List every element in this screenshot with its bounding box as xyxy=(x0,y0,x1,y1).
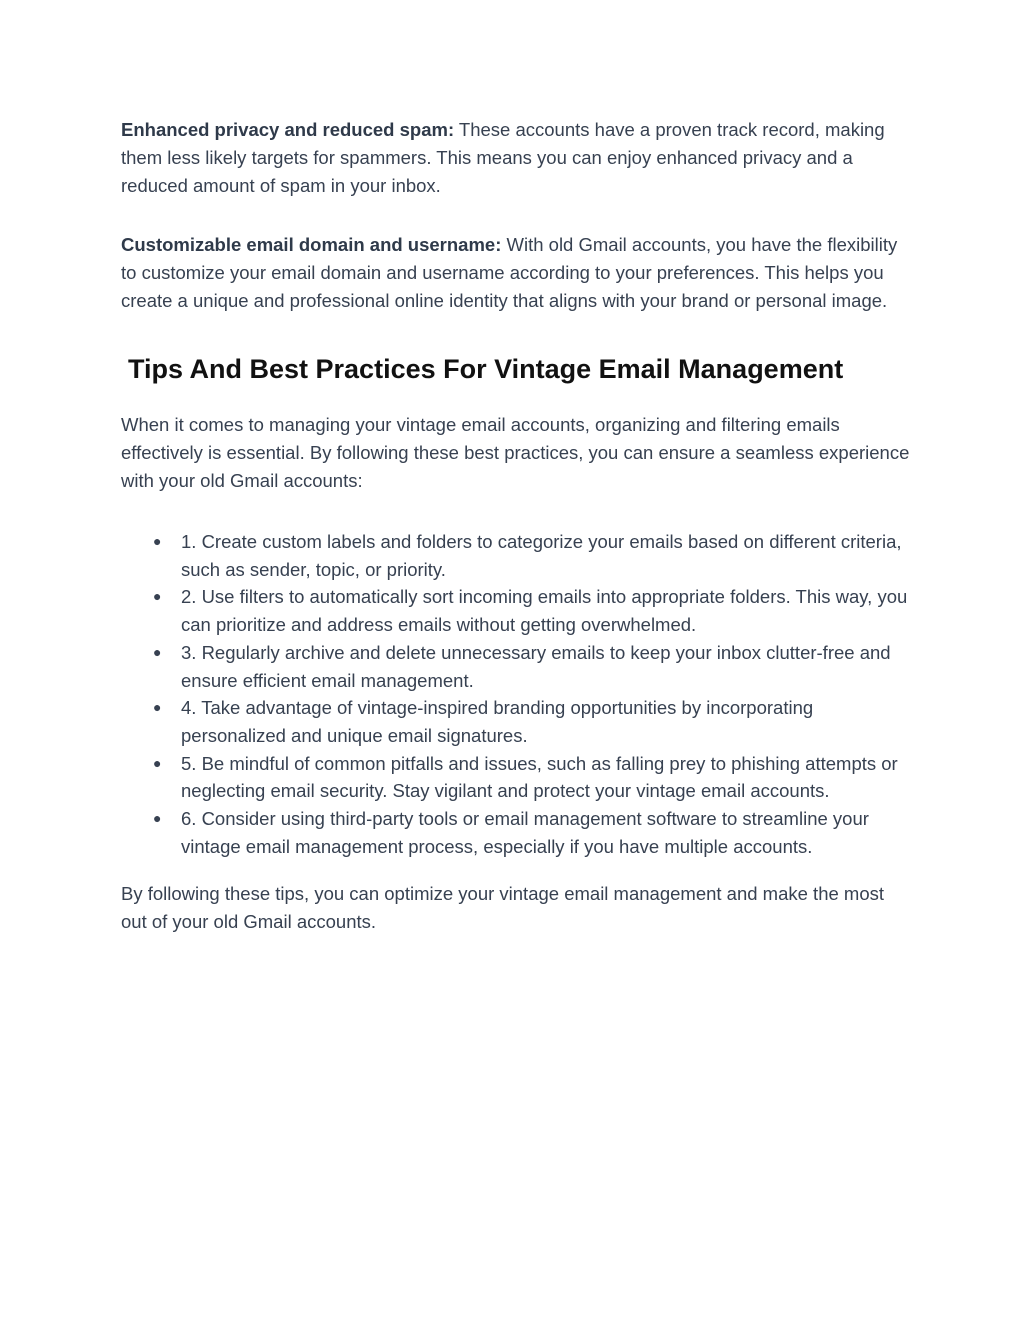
list-item xyxy=(153,750,911,805)
tips-list xyxy=(121,528,911,860)
benefit-paragraph-privacy xyxy=(121,116,911,200)
list-item xyxy=(153,694,911,749)
benefit-text-customizable: With old Gmail accounts, you have the flexibility to customize your email domain and username according to your preferences. This helps you create a unique and professional online identity that aligns with your brand or personal image. xyxy=(121,234,898,311)
benefit-lead-privacy: Enhanced privacy and reduced spam: xyxy=(121,119,455,140)
bullet-icon: ● xyxy=(153,533,162,549)
tip-text: 6. Consider using third-party tools or email management software to streamline your vintage email management process, especially if you have multiple accounts. xyxy=(181,808,869,857)
list-item xyxy=(153,639,911,694)
list-item xyxy=(153,528,911,583)
bullet-icon: ● xyxy=(153,699,162,716)
bullet-icon: ● xyxy=(153,754,162,771)
benefit-paragraph-customizable xyxy=(121,231,911,315)
section-intro: When it comes to managing your vintage email accounts, organizing and filtering emails effectively is essential. By following these best practices, you can ensure a seamless experience with your old Gmail accounts: xyxy=(121,414,910,491)
list-item xyxy=(153,805,911,860)
benefit-lead-customizable: Customizable email domain and username: xyxy=(121,234,502,255)
benefit-text-privacy: These accounts have a proven track record, making them less likely targets for spammers. This means you can enjoy enhanced privacy and a reduced amount of spam in your inbox. xyxy=(121,119,885,196)
tip-text: 1. Create custom labels and folders to categorize your emails based on different criteria, such as sender, topic, or priority. xyxy=(181,531,902,580)
closing-paragraph: By following these tips, you can optimize your vintage email management and make the most out of your old Gmail accounts. xyxy=(121,883,885,933)
bullet-icon: ● xyxy=(153,810,162,827)
section-heading: Tips And Best Practices For Vintage Email Management xyxy=(128,354,844,384)
list-item xyxy=(153,583,911,638)
tip-text: 3. Regularly archive and delete unnecessary emails to keep your inbox clutter-free and ensure efficient email management. xyxy=(181,641,891,691)
document-page xyxy=(121,116,911,936)
tip-text: 2. Use filters to automatically sort incoming emails into appropriate folders. This way, you can prioritize and address emails without getting overwhelmed. xyxy=(181,586,908,636)
bullet-icon: ● xyxy=(153,643,162,660)
bullet-icon: ● xyxy=(153,588,162,605)
tip-text: 4. Take advantage of vintage-inspired branding opportunities by incorporating personalized and unique email signatures. xyxy=(181,697,814,746)
tip-text: 5. Be mindful of common pitfalls and issues, such as falling prey to phishing attempts or neglecting email security. Stay vigilant and protect your vintage email accounts. xyxy=(181,752,898,802)
